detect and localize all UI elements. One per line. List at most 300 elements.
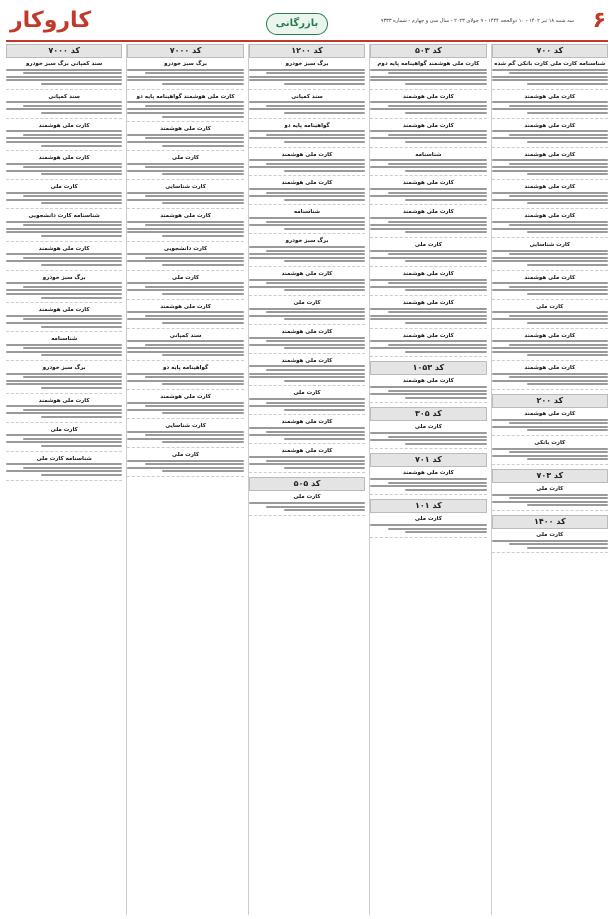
ad-text-line	[6, 315, 122, 317]
ad-text-line	[492, 448, 608, 450]
ad-title: کارت ملی هوشمند	[160, 213, 211, 220]
ad-title: شناسنامه کارت دانشجویی	[28, 213, 100, 220]
ad-text-line	[370, 318, 486, 320]
ad-text-line	[145, 344, 244, 346]
ad-text-line	[6, 463, 122, 465]
ad-text-line	[145, 315, 244, 317]
classified-ad	[6, 213, 122, 242]
ad-text-line	[6, 170, 122, 172]
classified-ad	[492, 242, 608, 271]
classified-ad	[6, 184, 122, 209]
classified-ad	[370, 378, 486, 403]
ad-text-line	[249, 463, 365, 465]
ad-text-line	[492, 351, 608, 353]
ad-text-line	[249, 257, 365, 259]
ad-text-line	[370, 76, 486, 78]
ad-text-line	[527, 293, 608, 295]
classified-ad	[370, 470, 486, 495]
classified-ad	[370, 180, 486, 205]
ad-text-line	[127, 253, 243, 255]
classified-ad	[370, 209, 486, 238]
ad-text-line	[266, 192, 365, 194]
ad-title: برگ سبز خودرو	[42, 274, 86, 281]
ad-text-line	[492, 373, 608, 375]
classified-ad	[492, 152, 608, 181]
ad-text-line	[249, 253, 365, 255]
ad-text-line	[162, 470, 243, 472]
ad-text-line	[492, 257, 608, 259]
ad-text-line	[509, 105, 608, 107]
ad-text-line	[370, 315, 486, 317]
ad-text-line	[284, 83, 365, 85]
ad-text-line	[23, 286, 122, 288]
ad-text-line	[6, 192, 122, 194]
ad-text-line	[23, 134, 122, 136]
ad-text-line	[370, 308, 486, 310]
ad-text-line	[145, 137, 244, 139]
classified-ad	[370, 271, 486, 296]
ad-text-line	[6, 383, 122, 385]
ad-text-line	[492, 108, 608, 110]
classified-ad	[370, 516, 486, 537]
ad-text-line	[162, 293, 243, 295]
ad-text-line	[370, 69, 486, 71]
ad-text-line	[405, 351, 486, 353]
ad-text-line	[527, 83, 608, 85]
classified-ad	[6, 155, 122, 180]
ad-text-line	[284, 199, 365, 201]
ad-text-line	[249, 315, 365, 317]
ad-title: کارت ملی	[414, 242, 442, 248]
ad-text-line	[6, 141, 122, 143]
ad-text-line	[527, 504, 608, 506]
ad-text-line	[249, 405, 365, 407]
ad-text-line	[249, 344, 365, 346]
ad-title: کارت ملی هوشمند	[160, 303, 211, 310]
ad-text-line	[370, 250, 486, 252]
ad-text-line	[145, 376, 244, 378]
ad-text-line	[509, 253, 608, 255]
ad-text-line	[266, 340, 365, 342]
ad-text-line	[284, 438, 365, 440]
ad-title: کارت ملی هوشمند	[281, 180, 333, 187]
ad-text-line	[6, 344, 122, 346]
classified-ad	[370, 61, 486, 90]
ad-text-line	[370, 228, 486, 230]
ad-text-line	[370, 286, 486, 288]
ad-text-line	[249, 337, 365, 339]
ad-text-line	[266, 250, 365, 252]
ad-title: کارت ملی	[172, 155, 200, 162]
ad-text-line	[509, 344, 608, 346]
ad-text-line	[249, 217, 365, 219]
ad-text-line	[41, 173, 122, 175]
ad-text-line	[6, 441, 122, 443]
ad-text-line	[249, 398, 365, 400]
ad-text-line	[162, 412, 243, 414]
ad-text-line	[492, 159, 608, 161]
ad-text-line	[370, 224, 486, 226]
column	[491, 44, 608, 915]
ad-title: کارت ملی هوشمند	[524, 332, 576, 339]
ad-text-line	[527, 264, 608, 266]
ad-text-line	[127, 79, 243, 81]
classified-ad	[127, 61, 243, 90]
ad-text-line	[509, 195, 608, 197]
ad-text-line	[249, 101, 365, 103]
classified-ad	[127, 213, 243, 242]
ad-text-line	[249, 308, 365, 310]
ad-text-line	[6, 380, 122, 382]
ad-title: کارت ملی هوشمند	[524, 93, 576, 100]
ad-text-line	[405, 83, 486, 85]
ad-text-line	[162, 441, 243, 443]
ad-text-line	[284, 289, 365, 291]
ad-text-line	[405, 322, 486, 324]
ad-text-line	[527, 354, 608, 356]
ad-title: کارت ملی هوشمند	[403, 332, 454, 339]
ad-text-line	[284, 509, 365, 511]
ad-text-line	[23, 257, 122, 259]
ad-title: کارت ملی هوشمند	[403, 180, 454, 187]
ad-title: برگ سبز خودرو	[42, 365, 86, 372]
ad-text-line	[266, 460, 365, 462]
ad-title: سند کمپانی	[48, 93, 80, 100]
ad-text-line	[127, 192, 243, 194]
ad-text-line	[266, 282, 365, 284]
classified-ad	[492, 411, 608, 436]
ad-title: کارت ملی	[293, 299, 321, 306]
ad-text-line	[127, 170, 243, 172]
code-header: کد ۱۰۱	[370, 499, 486, 513]
ad-text-line	[492, 426, 608, 428]
ad-text-line	[145, 405, 244, 407]
page-header	[6, 6, 608, 42]
ad-text-line	[509, 72, 608, 74]
classified-ad	[249, 61, 365, 90]
ad-title: کارت ملی هوشمند	[38, 245, 90, 252]
ad-text-line	[6, 231, 122, 233]
ad-title: کارت ملی	[293, 494, 321, 501]
classified-ad	[249, 180, 365, 205]
ad-title: کارت ملی هوشمند	[524, 213, 576, 220]
ad-text-line	[145, 166, 244, 168]
ad-text-line	[127, 438, 243, 440]
ad-text-line	[388, 253, 487, 255]
ad-text-line	[6, 260, 122, 262]
ad-text-line	[388, 344, 487, 346]
ad-title: برگ سبز خودرو	[164, 61, 207, 67]
classified-ad	[249, 152, 365, 177]
ad-text-line	[23, 318, 122, 320]
ad-text-line	[23, 376, 122, 378]
ad-text-line	[23, 105, 122, 107]
ad-text-line	[6, 130, 122, 132]
ad-text-line	[127, 101, 243, 103]
classified-ad	[249, 448, 365, 473]
ad-text-line	[145, 195, 244, 197]
ad-text-line	[6, 137, 122, 139]
ad-text-line	[127, 141, 243, 143]
ad-text-line	[266, 369, 365, 371]
classified-ad	[127, 155, 243, 180]
ad-text-line	[492, 76, 608, 78]
ad-text-line	[284, 380, 365, 382]
code-header: کد ۵۰۵	[249, 477, 365, 491]
classified-ad	[492, 304, 608, 329]
ad-text-line	[6, 412, 122, 414]
ad-text-line	[388, 311, 487, 313]
ad-text-line	[405, 231, 486, 233]
classified-ad	[6, 427, 122, 452]
ad-text-line	[162, 145, 243, 147]
ad-text-line	[388, 72, 487, 74]
classified-ad	[492, 275, 608, 300]
ad-title: کارت ملی هوشمند	[281, 448, 333, 455]
ad-title: کارت ملی هوشمند	[160, 394, 211, 401]
ad-text-line	[527, 112, 608, 114]
ad-title: کارت بانکی	[534, 440, 566, 446]
ad-text-line	[23, 72, 122, 74]
ad-text-line	[249, 427, 365, 429]
ad-text-line	[162, 83, 243, 85]
ad-text-line	[284, 347, 365, 349]
ad-title: شناسنامه	[415, 151, 442, 158]
classified-ad	[127, 423, 243, 448]
ad-text-line	[284, 467, 365, 469]
ad-text-line	[249, 108, 365, 110]
classified-ad	[492, 94, 608, 119]
ad-text-line	[405, 443, 486, 445]
ad-text-line	[162, 173, 243, 175]
ad-text-line	[492, 540, 608, 542]
ad-text-line	[127, 347, 243, 349]
ad-text-line	[127, 467, 243, 469]
ad-title: شناسنامه	[293, 209, 321, 216]
ad-text-line	[249, 76, 365, 78]
ad-text-line	[388, 282, 487, 284]
ad-title: شناسنامه کارت ملی کارت بانکی گم شده	[494, 61, 606, 67]
classified-ad	[492, 440, 608, 465]
classified-ad	[492, 213, 608, 238]
ad-text-line	[492, 228, 608, 230]
ad-text-line	[41, 297, 122, 299]
ad-text-line	[127, 402, 243, 404]
ad-title: سند کمپانی	[291, 93, 323, 100]
ad-text-line	[6, 101, 122, 103]
ad-text-line	[127, 108, 243, 110]
classified-ad	[492, 486, 608, 511]
ad-text-line	[6, 76, 122, 78]
ad-text-line	[284, 409, 365, 411]
classified-ad	[6, 336, 122, 361]
classified-ad	[492, 123, 608, 148]
classified-ad	[370, 242, 486, 267]
ad-text-line	[266, 311, 365, 313]
classified-ad	[492, 184, 608, 209]
ad-text-line	[509, 543, 608, 545]
code-header: کد ۱۴۰۰	[492, 515, 608, 529]
column	[248, 44, 365, 915]
ad-text-line	[492, 260, 608, 262]
ad-text-line	[249, 224, 365, 226]
classified-ad	[6, 456, 122, 481]
ad-text-line	[41, 387, 122, 389]
ad-text-line	[388, 436, 487, 438]
ad-text-line	[6, 228, 122, 230]
ad-text-line	[370, 439, 486, 441]
ad-text-line	[284, 228, 365, 230]
ad-text-line	[23, 347, 122, 349]
ad-text-line	[249, 279, 365, 281]
ad-title: کارت ملی	[536, 303, 564, 310]
ad-title: کارت ملی	[293, 390, 321, 397]
ad-text-line	[527, 383, 608, 385]
ad-text-line	[162, 202, 243, 204]
ad-text-line	[492, 318, 608, 320]
ad-title: کارت ملی هوشمند	[281, 151, 333, 158]
ad-text-line	[370, 524, 486, 526]
ad-text-line	[405, 397, 486, 399]
ad-text-line	[6, 351, 122, 353]
ad-title: شناسنامه کارت ملی	[36, 455, 92, 462]
ad-text-line	[127, 289, 243, 291]
ad-text-line	[370, 166, 486, 168]
ad-text-line	[266, 72, 365, 74]
classified-ad	[492, 365, 608, 390]
ad-title: کارت ملی هوشمند	[403, 93, 454, 100]
ad-text-line	[162, 354, 243, 356]
classified-ad	[249, 390, 365, 415]
ad-text-line	[41, 145, 122, 147]
ad-text-line	[6, 282, 122, 284]
ad-text-line	[388, 163, 487, 165]
classified-ad	[6, 275, 122, 304]
ad-text-line	[370, 393, 486, 395]
ad-title: کارت دانشجویی	[163, 245, 208, 252]
classified-ad	[6, 246, 122, 271]
ad-text-line	[127, 163, 243, 165]
ad-title: کارت ملی هوشمند	[403, 470, 454, 477]
ad-text-line	[266, 163, 365, 165]
ad-text-line	[370, 137, 486, 139]
ad-text-line	[249, 159, 365, 161]
classified-ad	[127, 246, 243, 271]
classified-ad	[492, 333, 608, 362]
classified-ad	[370, 152, 486, 177]
ad-text-line	[249, 376, 365, 378]
ad-title: کارت ملی هوشمند گواهینامه پایه دوم	[377, 61, 480, 67]
ad-title: کارت ملی هوشمند	[524, 411, 576, 418]
ad-text-line	[527, 429, 608, 431]
ad-text-line	[284, 112, 365, 114]
ad-text-line	[370, 478, 486, 480]
ad-title: گواهینامه پایه دو	[162, 365, 209, 372]
ad-text-line	[162, 322, 243, 324]
ad-title: کارت ملی هوشمند	[524, 274, 576, 281]
ad-text-line	[41, 235, 122, 237]
classified-ad	[127, 365, 243, 390]
ad-text-line	[6, 293, 122, 295]
ad-text-line	[6, 289, 122, 291]
ad-text-line	[23, 467, 122, 469]
ad-text-line	[6, 69, 122, 71]
classified-ad	[249, 494, 365, 515]
classified-ad	[127, 94, 243, 123]
classified-ad	[249, 300, 365, 325]
ad-text-line	[492, 250, 608, 252]
ad-title: شناسنامه	[51, 336, 78, 343]
ad-text-line	[370, 159, 486, 161]
ad-text-line	[41, 83, 122, 85]
ad-text-line	[127, 231, 243, 233]
ad-text-line	[249, 195, 365, 197]
classified-ad	[370, 94, 486, 119]
ad-text-line	[6, 405, 122, 407]
ad-text-line	[527, 458, 608, 460]
ad-text-line	[6, 253, 122, 255]
ad-title: کارت ملی هوشمند	[524, 122, 576, 129]
ad-text-line	[388, 528, 487, 530]
ad-text-line	[370, 279, 486, 281]
classified-ad	[249, 94, 365, 119]
ad-text-line	[492, 199, 608, 201]
ad-title: کارت ملی هوشمند	[524, 151, 576, 158]
code-header: کد ۳۰۵	[370, 407, 486, 421]
ad-text-line	[492, 380, 608, 382]
ad-title: کارت ملی هوشمند	[281, 419, 333, 426]
ad-text-line	[23, 409, 122, 411]
ad-text-line	[127, 76, 243, 78]
ad-text-line	[127, 69, 243, 71]
ad-title: کارت ملی هوشمند	[403, 122, 454, 129]
ad-title: کارت ملی هوشمند	[281, 270, 333, 277]
ad-text-line	[370, 432, 486, 434]
ad-text-line	[405, 531, 486, 533]
ad-text-line	[370, 188, 486, 190]
ad-text-line	[127, 260, 243, 262]
ad-text-line	[249, 79, 365, 81]
ad-text-line	[509, 315, 608, 317]
ad-text-line	[41, 326, 122, 328]
ad-text-line	[405, 260, 486, 262]
ad-text-line	[6, 322, 122, 324]
ad-title: کارت ملی هوشمند	[403, 270, 454, 277]
classified-ad	[127, 184, 243, 209]
ad-text-line	[145, 463, 244, 465]
ad-title: کارت ملی هوشمند گواهینامه پایه دو	[136, 93, 235, 100]
ad-title: کارت ملی هوشمند	[38, 122, 90, 129]
ad-text-line	[6, 373, 122, 375]
ad-title: کارت ملی هوشمند	[524, 184, 576, 191]
ad-text-line	[41, 112, 122, 114]
ad-text-line	[388, 221, 487, 223]
classified-ad	[127, 394, 243, 419]
ad-title: کارت ملی هوشمند	[160, 126, 211, 133]
ad-text-line	[284, 318, 365, 320]
ad-text-line	[492, 501, 608, 503]
ad-title: کارت شناسایی	[165, 423, 206, 429]
ad-text-line	[492, 69, 608, 71]
ad-text-line	[370, 340, 486, 342]
ad-text-line	[284, 170, 365, 172]
ad-text-line	[492, 494, 608, 496]
ad-text-line	[492, 101, 608, 103]
ad-title: کارت ملی هوشمند	[38, 307, 90, 314]
ad-title: کارت ملی	[50, 426, 78, 433]
ad-text-line	[127, 112, 243, 114]
ad-text-line	[249, 246, 365, 248]
